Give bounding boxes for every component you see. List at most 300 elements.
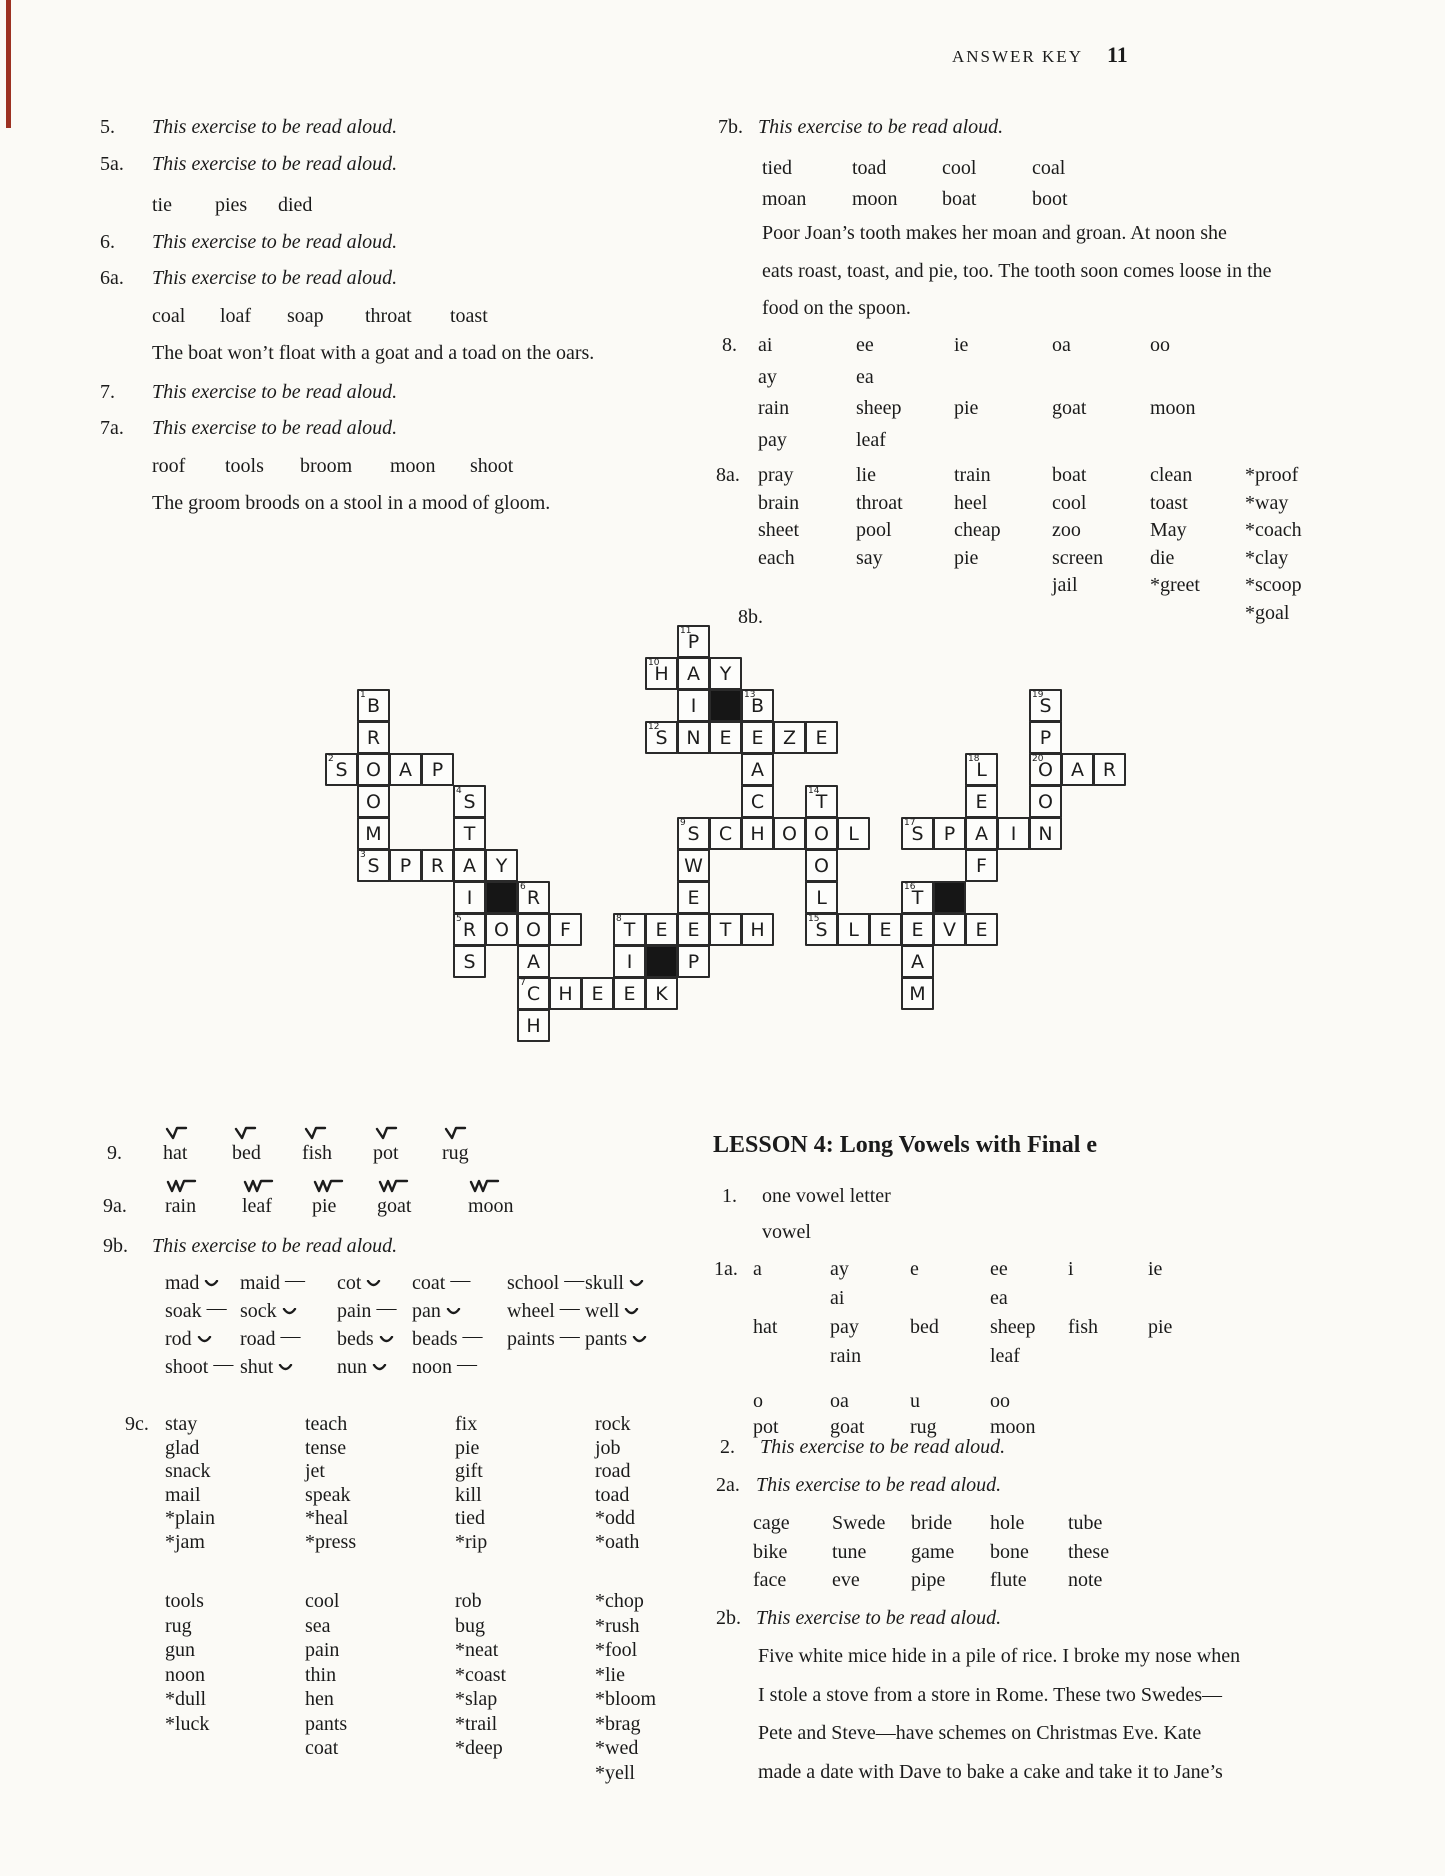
crossword-cell xyxy=(773,721,806,754)
lesson4-item-2b xyxy=(716,1607,1001,1630)
crossword-cell xyxy=(805,881,838,914)
breve-mark-icon xyxy=(379,1336,394,1345)
word-cell: ay xyxy=(758,365,777,388)
item-7-label: 7. xyxy=(100,381,115,403)
lesson4-item-1 xyxy=(722,1185,891,1208)
word-cell: goat xyxy=(830,1416,865,1438)
sentence-6a: The boat won’t float with a goat and a toad on the oars. xyxy=(152,342,595,364)
word-cell: *yell xyxy=(595,1761,635,1784)
crossword-cell xyxy=(901,945,934,978)
crossword-letter: L xyxy=(976,759,987,781)
word-pair xyxy=(585,1328,647,1351)
crossword-cell xyxy=(453,945,486,978)
word-cell: *deep xyxy=(455,1737,503,1759)
paragraph-line: Poor Joan’s tooth makes her moan and groan. At noon she xyxy=(762,222,1227,244)
crossword-cell xyxy=(709,721,742,754)
word-cell: *goal xyxy=(1245,601,1290,624)
crossword-cell xyxy=(645,721,678,754)
crossword-number: 12 xyxy=(648,722,660,732)
item-2a-label: 2a. xyxy=(716,1474,740,1496)
word-text: rain xyxy=(165,1195,197,1217)
word-text: moon xyxy=(468,1195,514,1217)
paragraph-line: made a date with Dave to bake a cake and take it to Jane’s xyxy=(758,1760,1223,1783)
word-cell: each xyxy=(758,546,795,569)
crossword-cell xyxy=(805,913,838,946)
macron-mark: — xyxy=(280,1325,301,1347)
sentence-7a: The groom broods on a stool in a mood of gloom. xyxy=(152,492,551,514)
word-pair xyxy=(165,1353,234,1379)
word-cell: toast xyxy=(450,305,488,327)
crossword-cell xyxy=(357,721,390,754)
crossword-cell xyxy=(1061,753,1094,786)
word-text: rug xyxy=(442,1142,469,1164)
macron-mark: — xyxy=(213,1353,234,1375)
word-cell: *neat xyxy=(455,1639,499,1661)
read-aloud-text: This exercise to be read aloud. xyxy=(152,153,398,175)
crossword-cell xyxy=(805,785,838,818)
word-cell: job xyxy=(595,1436,621,1459)
crossword-letter: E xyxy=(687,919,700,941)
crossword-cell xyxy=(613,977,646,1010)
word-cell: moan xyxy=(762,188,807,210)
item-2b-label: 2b. xyxy=(716,1607,741,1629)
crossword-cell xyxy=(613,913,646,946)
word-text: goat xyxy=(377,1195,412,1217)
word-cell: roof xyxy=(152,455,186,477)
breve-mark-icon xyxy=(282,1308,297,1317)
word-cell: fish xyxy=(1068,1316,1098,1338)
word-cell: toast xyxy=(1150,491,1188,514)
word-cell: gift xyxy=(455,1460,483,1482)
word-text: rod xyxy=(165,1328,192,1350)
item-8 xyxy=(722,334,762,357)
word-cell: boat xyxy=(1052,464,1087,486)
word-cell: ie xyxy=(1148,1258,1163,1280)
word-cell: cool xyxy=(942,157,977,179)
crossword-letter: P xyxy=(1039,727,1052,749)
marked-word xyxy=(442,1142,469,1165)
crossword-number: 2 xyxy=(328,754,334,764)
crossword-number: 6 xyxy=(520,882,526,892)
word-pair xyxy=(585,1272,644,1295)
item-7a xyxy=(100,417,397,440)
word-cell: heel xyxy=(954,491,988,514)
word-cell: o xyxy=(753,1390,763,1412)
word-pair xyxy=(165,1328,212,1351)
crossword-letter: S xyxy=(367,855,380,877)
word-text: skull xyxy=(585,1272,624,1294)
crossword-cell xyxy=(549,977,582,1010)
word-cell: *trail xyxy=(455,1712,498,1735)
word-cell: soap xyxy=(287,305,324,327)
crossword-letter: A xyxy=(911,951,924,973)
crossword-letter: Y xyxy=(495,855,508,877)
word-cell: hole xyxy=(990,1512,1025,1534)
item-6a xyxy=(100,267,397,290)
crossword-number: 20 xyxy=(1032,754,1044,764)
crossword-letter: A xyxy=(527,951,540,973)
word-cell: *greet xyxy=(1150,574,1200,596)
crossword-letter: I xyxy=(690,695,697,717)
word-cell: pants xyxy=(305,1712,348,1735)
word-cell: e xyxy=(910,1258,919,1280)
word-pair xyxy=(412,1269,471,1295)
word-cell: *fool xyxy=(595,1639,638,1661)
crossword-cell xyxy=(837,913,870,946)
crossword-letter: M xyxy=(365,823,382,845)
word-cell: pie xyxy=(455,1436,480,1459)
word-cell: ie xyxy=(954,334,969,356)
crossword-letter: H xyxy=(654,663,669,685)
word-cell: throat xyxy=(365,305,412,327)
word-cell: throat xyxy=(856,491,903,514)
macron-mark: — xyxy=(206,1297,227,1319)
crossword-cell xyxy=(805,721,838,754)
crossword-cell xyxy=(709,657,742,690)
crossword-cell xyxy=(517,881,550,914)
word-cell: ee xyxy=(990,1258,1008,1280)
crossword-letter: V xyxy=(943,919,956,941)
word-cell: jet xyxy=(305,1460,325,1482)
crossword-cell xyxy=(1029,753,1062,786)
item-7 xyxy=(100,381,397,404)
crossword-letter: P xyxy=(687,951,700,973)
item-6-label: 6. xyxy=(100,231,115,253)
crossword-cell xyxy=(485,913,518,946)
long-vowel-mark-icon xyxy=(378,1178,409,1193)
item-9c-label: 9c. xyxy=(125,1413,149,1435)
word-cell: tools xyxy=(225,455,264,477)
breve-mark-icon xyxy=(632,1336,647,1345)
word-cell: *coast xyxy=(455,1663,507,1686)
crossword-letter: L xyxy=(848,919,859,941)
crossword-cell xyxy=(933,817,966,850)
item-1a-label: 1a. xyxy=(714,1258,738,1280)
crossword-cell xyxy=(1029,817,1062,850)
word-cell: rock xyxy=(595,1413,631,1435)
word-cell: oo xyxy=(990,1390,1010,1412)
crossword-cell xyxy=(389,849,422,882)
word-cell: stay xyxy=(165,1413,198,1435)
crossword-cell xyxy=(965,817,998,850)
crossword-cell xyxy=(453,785,486,818)
word-cell: oa xyxy=(1052,334,1071,356)
word-text: shut xyxy=(240,1356,274,1378)
macron-mark: — xyxy=(376,1297,397,1319)
crossword-cell xyxy=(677,913,710,946)
crossword-cell-black xyxy=(645,945,678,978)
short-vowel-mark-icon xyxy=(374,1125,398,1140)
marked-word xyxy=(242,1195,272,1218)
word-cell: leaf xyxy=(990,1345,1020,1367)
crossword-cell xyxy=(453,849,486,882)
word-cell: broom xyxy=(300,455,353,477)
macron-mark: — xyxy=(559,1297,580,1319)
paragraph-line: Pete and Steve—have schemes on Christmas Eve. Kate xyxy=(758,1722,1202,1744)
word-cell: noon xyxy=(165,1663,205,1686)
long-vowel-mark-icon xyxy=(166,1178,197,1193)
crossword-letter: P xyxy=(399,855,412,877)
word-cell: u xyxy=(910,1390,920,1412)
crossword-cell xyxy=(805,817,838,850)
word-cell: rain xyxy=(830,1345,862,1367)
crossword-cell-black xyxy=(933,881,966,914)
word-cell: tied xyxy=(455,1507,485,1529)
crossword-cell xyxy=(677,657,710,690)
word-cell: ee xyxy=(856,334,874,356)
word-cell: *bloom xyxy=(595,1688,657,1710)
crossword-cell xyxy=(1029,689,1062,722)
crossword-cell xyxy=(357,849,390,882)
word-cell: cool xyxy=(1052,491,1087,514)
crossword-letter: P xyxy=(943,823,956,845)
word-cell: goat xyxy=(1052,397,1087,419)
word-cell: cage xyxy=(753,1512,790,1534)
word-text: coat xyxy=(412,1272,446,1294)
crossword-letter: A xyxy=(399,759,412,781)
crossword-letter: H xyxy=(750,823,765,845)
word-cell: jail xyxy=(1052,574,1078,596)
crossword-cell xyxy=(741,689,774,722)
crossword-letter: C xyxy=(718,823,733,845)
word-text: bed xyxy=(232,1142,261,1164)
crossword-cell xyxy=(933,913,966,946)
word-text: pants xyxy=(585,1328,628,1350)
word-cell: leaf xyxy=(856,428,886,451)
crossword-cell xyxy=(517,1009,550,1042)
item-9a-label: 9a. xyxy=(103,1195,127,1217)
crossword-cell xyxy=(901,817,934,850)
item-1-text: one vowel letter xyxy=(762,1185,891,1207)
word-text: school xyxy=(507,1272,560,1294)
crossword-letter: I xyxy=(626,951,633,973)
word-cell: *way xyxy=(1245,491,1289,514)
word-cell: bike xyxy=(753,1540,788,1563)
word-text: shoot xyxy=(165,1356,209,1378)
crossword-letter: E xyxy=(751,727,764,749)
word-cell: moon xyxy=(852,188,898,210)
word-cell: tube xyxy=(1068,1512,1103,1534)
word-cell: coal xyxy=(1032,157,1066,179)
crossword-letter: A xyxy=(687,663,700,685)
crossword-letter: O xyxy=(782,823,797,845)
marked-word xyxy=(232,1142,261,1165)
crossword-letter: I xyxy=(466,887,473,909)
word-cell: zoo xyxy=(1052,519,1081,541)
word-pair xyxy=(240,1300,297,1323)
crossword-cell xyxy=(485,849,518,882)
crossword-letter: N xyxy=(1038,823,1053,845)
word-cell: *chop xyxy=(595,1590,644,1612)
word-cell: game xyxy=(911,1540,955,1563)
word-cell: flute xyxy=(990,1569,1027,1591)
word-cell: *brag xyxy=(595,1712,641,1735)
crossword-letter: R xyxy=(1102,759,1117,781)
word-pair xyxy=(337,1356,387,1379)
word-cell: *proof xyxy=(1245,464,1299,486)
read-aloud-text: This exercise to be read aloud. xyxy=(760,1436,1006,1458)
crossword-cell xyxy=(421,753,454,786)
word-cell: tie xyxy=(152,194,172,216)
crossword-letter: E xyxy=(879,919,892,941)
crossword-number: 1 xyxy=(360,690,366,700)
word-cell: boat xyxy=(942,188,977,210)
item-7a-label: 7a. xyxy=(100,417,124,439)
lesson4-item-2 xyxy=(720,1436,1005,1459)
crossword-letter: R xyxy=(366,727,381,749)
marked-word xyxy=(312,1195,336,1218)
word-pair xyxy=(165,1272,219,1295)
word-cell: rob xyxy=(455,1590,482,1612)
word-cell: screen xyxy=(1052,546,1104,569)
short-vowel-mark-icon xyxy=(233,1125,257,1140)
crossword-letter: O xyxy=(814,855,829,877)
crossword-letter: O xyxy=(1038,759,1053,781)
crossword-letter: S xyxy=(687,823,700,845)
word-cell: toad xyxy=(595,1483,630,1506)
crossword-number: 9 xyxy=(680,818,686,828)
header-title: ANSWER KEY xyxy=(952,47,1083,66)
crossword-cell xyxy=(677,721,710,754)
crossword-letter: L xyxy=(816,887,827,909)
crossword-letter: H xyxy=(750,919,765,941)
marked-word xyxy=(468,1195,514,1218)
read-aloud-text: This exercise to be read aloud. xyxy=(756,1607,1002,1629)
item-9b-label: 9b. xyxy=(103,1235,128,1257)
word-text: mad xyxy=(165,1272,200,1294)
word-pair xyxy=(412,1300,461,1323)
marked-word xyxy=(377,1195,411,1218)
crossword-letter: M xyxy=(909,983,926,1005)
word-cell: tools xyxy=(165,1590,204,1612)
crossword-cell xyxy=(517,945,550,978)
paragraph-line: food on the spoon. xyxy=(762,297,911,319)
crossword-letter: I xyxy=(1010,823,1017,845)
word-cell: *rush xyxy=(595,1614,640,1637)
crossword-letter: S xyxy=(655,727,668,749)
word-cell: ea xyxy=(990,1287,1008,1309)
word-text: beads xyxy=(412,1328,458,1350)
word-cell: boot xyxy=(1032,188,1068,210)
crossword-cell xyxy=(645,913,678,946)
word-text: paints xyxy=(507,1328,555,1350)
word-cell: moon xyxy=(990,1416,1036,1438)
crossword-cell xyxy=(357,753,390,786)
crossword-letter: E xyxy=(975,919,988,941)
crossword-letter: C xyxy=(750,791,765,813)
word-cell: *jam xyxy=(165,1530,205,1553)
word-cell: pool xyxy=(856,519,892,541)
word-cell: rug xyxy=(910,1416,937,1438)
word-text: maid xyxy=(240,1272,280,1294)
crossword-cell xyxy=(901,913,934,946)
word-cell: hat xyxy=(753,1316,778,1338)
word-cell: rug xyxy=(165,1614,192,1637)
macron-mark: — xyxy=(462,1325,483,1347)
item-8a xyxy=(716,464,756,487)
crossword-letter: A xyxy=(463,855,476,877)
item-8a-label: 8a. xyxy=(716,464,740,486)
word-cell: pay xyxy=(830,1316,859,1338)
word-cell: cheap xyxy=(954,519,1001,541)
crossword-letter: B xyxy=(366,695,381,717)
crossword-cell xyxy=(357,689,390,722)
word-cell: *scoop xyxy=(1245,574,1302,596)
word-text: pot xyxy=(373,1142,399,1164)
word-cell: snack xyxy=(165,1460,211,1482)
read-aloud-text: This exercise to be read aloud. xyxy=(758,116,1004,138)
word-cell: *luck xyxy=(165,1712,210,1735)
crossword-cell xyxy=(453,817,486,850)
crossword-number: 5 xyxy=(456,914,462,924)
word-cell: *heal xyxy=(305,1507,349,1529)
breve-mark-icon xyxy=(278,1364,293,1373)
word-cell: May xyxy=(1150,519,1187,541)
word-cell: sheep xyxy=(856,397,902,419)
crossword-cell xyxy=(357,817,390,850)
crossword-letter: B xyxy=(750,695,765,717)
breve-mark-icon xyxy=(446,1308,461,1317)
read-aloud-text: This exercise to be read aloud. xyxy=(152,231,398,253)
word-cell: toad xyxy=(852,157,887,179)
crossword-cell xyxy=(517,977,550,1010)
word-cell: tense xyxy=(305,1436,347,1459)
word-pair xyxy=(337,1272,381,1295)
crossword-cell xyxy=(869,913,902,946)
word-cell: ay xyxy=(830,1258,849,1280)
word-cell: moon xyxy=(390,455,436,477)
word-cell: tune xyxy=(832,1540,867,1563)
word-cell: pain xyxy=(305,1639,340,1661)
crossword-number: 10 xyxy=(648,658,660,668)
word-text: pan xyxy=(412,1300,441,1322)
read-aloud-text: This exercise to be read aloud. xyxy=(152,1235,398,1257)
crossword-cell xyxy=(613,945,646,978)
word-cell: these xyxy=(1068,1540,1110,1563)
word-cell: i xyxy=(1068,1258,1074,1280)
crossword-letter: E xyxy=(623,983,636,1005)
word-cell: Swede xyxy=(832,1512,886,1534)
crossword-cell xyxy=(741,753,774,786)
item-1-label: 1. xyxy=(722,1185,737,1207)
word-cell: *slap xyxy=(455,1688,498,1710)
read-aloud-text: This exercise to be read aloud. xyxy=(152,267,398,289)
paragraph-line: I stole a stove from a store in Rome. These two Swedes— xyxy=(758,1683,1222,1706)
item-9-label: 9. xyxy=(107,1142,122,1164)
read-aloud-text: This exercise to be read aloud. xyxy=(756,1474,1002,1496)
crossword-cell xyxy=(901,881,934,914)
word-cell: mail xyxy=(165,1483,201,1506)
crossword-letter: H xyxy=(558,983,573,1005)
read-aloud-text: This exercise to be read aloud. xyxy=(152,116,398,138)
crossword-letter: K xyxy=(655,983,668,1005)
crossword-cell xyxy=(965,753,998,786)
word-cell: road xyxy=(595,1460,631,1482)
word-cell: *lie xyxy=(595,1663,625,1686)
crossword-cell xyxy=(741,817,774,850)
word-text: cot xyxy=(337,1272,362,1294)
short-vowel-mark-icon xyxy=(303,1125,327,1140)
crossword-cell xyxy=(581,977,614,1010)
word-cell: kill xyxy=(455,1483,482,1506)
word-pair xyxy=(412,1353,477,1379)
short-vowel-mark-icon xyxy=(443,1125,467,1140)
crossword-letter: O xyxy=(526,919,541,941)
word-pair xyxy=(507,1297,580,1323)
word-cell: pie xyxy=(1148,1316,1173,1338)
crossword-cell xyxy=(677,625,710,658)
crossword-cell xyxy=(645,977,678,1010)
